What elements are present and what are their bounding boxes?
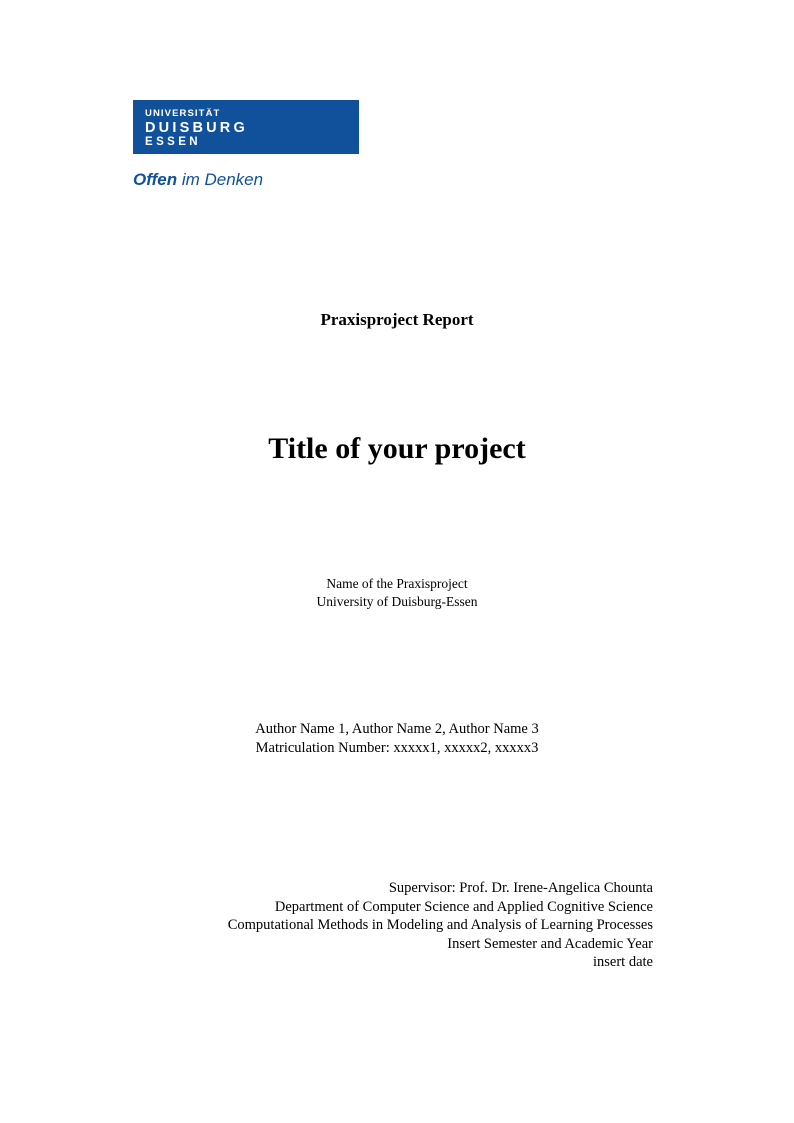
page-title: Title of your project (268, 432, 526, 465)
logo-essen-label: ESSEN (145, 136, 201, 148)
research-group-name: Computational Methods in Modeling and Analysis of Learning Processes (227, 917, 653, 933)
supervisor-name: Supervisor: Prof. Dr. Irene-Angelica Chounta (388, 880, 653, 896)
affiliation-block (0, 575, 794, 611)
department-name: Department of Computer Science and Applied Cognitive Science (274, 898, 653, 915)
logo-tagline (133, 170, 359, 190)
logo-university-label: UNIVERSITÄT (145, 108, 221, 119)
logo-tagline-light: im Denken (181, 170, 264, 189)
matriculation-numbers: Matriculation Number: xxxxx1, xxxxx2, xxxxx3 (255, 739, 539, 756)
logo-duisburg-label: DUISBURG (145, 120, 248, 136)
affiliation-university: University of Duisburg-Essen (316, 594, 478, 609)
authors-block (0, 720, 794, 757)
university-logo (133, 100, 359, 190)
logo-box (133, 100, 359, 154)
affiliation-project-name: Name of the Praxisproject (326, 576, 468, 591)
date-label: insert date (593, 954, 653, 970)
report-type: Praxisproject Report (320, 310, 474, 329)
semester-label: Insert Semester and Academic Year (447, 935, 653, 952)
supervisor-block (228, 879, 653, 972)
logo-tagline-bold: Offen (133, 170, 178, 189)
author-names: Author Name 1, Author Name 2, Author Name 3 (255, 721, 539, 737)
